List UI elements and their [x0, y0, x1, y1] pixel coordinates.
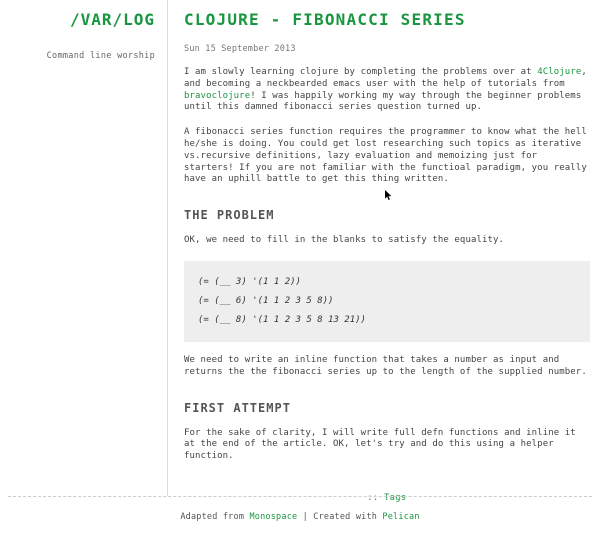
code-line: (= (__ 8) '(1 1 2 3 5 8 13 21)) — [198, 314, 366, 325]
site-tagline: Command line worship — [46, 51, 155, 61]
section-heading-the-problem: THE PROBLEM — [184, 208, 275, 223]
problem-paragraph: OK, we need to fill in the blanks to satisfy the equality. — [184, 235, 505, 246]
tags-link[interactable]: :: Tags — [367, 492, 407, 503]
site-title-link[interactable]: /VAR/LOG — [69, 10, 155, 29]
site-title[interactable] — [0, 6, 155, 30]
intro-text-part-1: I am slowly learning clojure by completing the problems over at — [184, 67, 538, 77]
footer-theme-link[interactable]: Monospace — [249, 512, 298, 522]
code-line: (= (__ 6) '(1 1 2 3 5 8)) — [198, 295, 334, 306]
link-bravoclojure[interactable]: bravoclojure — [184, 90, 251, 101]
footer-separator: | Created with — [297, 512, 383, 522]
intro-text-part-3: ! I was happily working my way through the beginner problems until this damned fibonacci series question turned up. — [184, 90, 582, 113]
footer-divider — [8, 496, 592, 497]
footer — [0, 512, 600, 522]
post-date: Sun 15 September 2013 — [184, 44, 296, 54]
intro-paragraph — [184, 67, 590, 114]
explanation-paragraph: We need to write an inline function that takes a number as input and returns the the fibonacci series up to the length of the supplied number. — [184, 354, 587, 377]
footer-prefix: Adapted from — [180, 512, 250, 522]
intro-text-part-2: , and becoming a neckbearded emacs user with the help of tutorials from — [184, 67, 587, 89]
main-content — [184, 0, 590, 503]
page-title: CLOJURE - FIBONACCI SERIES — [184, 10, 466, 29]
footer-generator-link[interactable]: Pelican — [382, 512, 420, 522]
code-line: (= (__ 3) '(1 1 2)) — [198, 276, 301, 287]
second-paragraph: A fibonacci series function requires the programmer to know what the hell he/she is doing. You could get lost researching such topics as iterative vs.recursive definitions, lazy evaluation and memoizing just for starters! If you are not familiar with the functioal paradigm, you really have an uphill battle to get this thing written. — [184, 127, 587, 185]
first-attempt-paragraph: For the sake of clarity, I will write full defn functions and inline it at the end of the article. OK, let's try and do this using a helper function. — [184, 427, 576, 462]
code-block — [184, 261, 590, 342]
link-4clojure[interactable]: 4Clojure — [537, 67, 582, 77]
tags-row[interactable] — [184, 493, 590, 503]
sidebar — [0, 0, 168, 496]
section-heading-first-attempt: FIRST ATTEMPT — [184, 400, 291, 415]
